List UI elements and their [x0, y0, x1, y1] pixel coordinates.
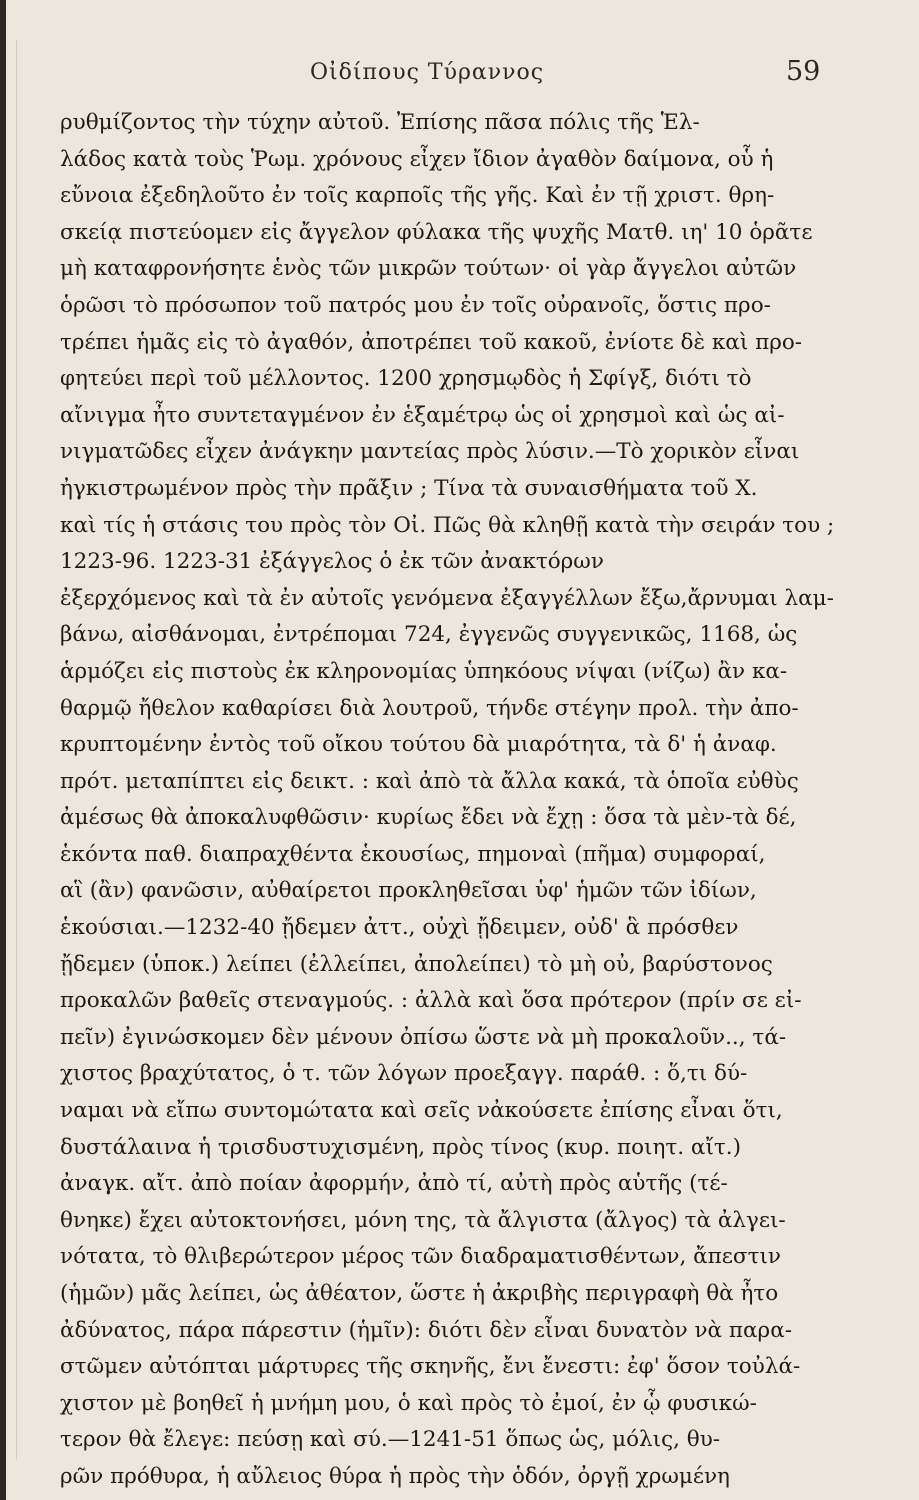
text-line: δυστάλαινα ἡ τρισδυστυχισμένη, πρὸς τίνος (κυρ. ποιητ. αἴτ.) — [60, 1134, 741, 1160]
text-line: λάδος κατὰ τοὺς Ῥωμ. χρόνους εἶχεν ἴδιον ἀγαθὸν δαίμονα, οὗ ἡ — [60, 146, 774, 172]
text-line: ρῶν πρόθυρα, ἡ αὔλειος θύρα ἡ πρὸς τὴν ὁδόν, ὀργῇ χρωμένη — [60, 1463, 730, 1489]
page-edge-shadow — [0, 0, 6, 1500]
text-line: αἳ (ἂν) φανῶσιν, αὐθαίρετοι προκληθεῖσαι ὑφ' ἡμῶν τῶν ἰδίων, — [60, 878, 757, 904]
page-number: 59 — [786, 56, 821, 87]
text-line: νότατα, τὸ θλιβερώτερον μέρος τῶν διαδραματισθέντων, ἄπεστιν — [60, 1244, 782, 1270]
text-line: μὴ καταφρονήσητε ἑνὸς τῶν μικρῶν τούτων· οἱ γὰρ ἄγγελοι αὐτῶν — [60, 256, 797, 282]
text-line: πρότ. μεταπίπτει εἰς δεικτ. : καὶ ἀπὸ τὰ ἄλλα κακά, τὰ ὁποῖα εὐθὺς — [60, 768, 799, 794]
text-line: βάνω, αἰσθάνομαι, ἐντρέπομαι 724, ἐγγενῶς συγγενικῶς, 1168, ὡς — [60, 622, 798, 648]
text-line: καὶ τίς ἡ στάσις του πρὸς τὸν Οἰ. Πῶς θὰ κληθῇ κατὰ τὴν σειράν του ; — [60, 512, 835, 538]
text-line: ρυθμίζοντος τὴν τύχην αὐτοῦ. Ἐπίσης πᾶσα πόλις τῆς Ἑλ- — [60, 110, 700, 135]
text-line: ναμαι νὰ εἴπω συντομώτατα καὶ σεῖς νἀκούσετε ἐπίσης εἶναι ὅτι, — [60, 1098, 783, 1124]
text-line: ἀμέσως θὰ ἀποκαλυφθῶσιν· κυρίως ἔδει νὰ ἔχῃ : ὅσα τὰ μὲν-τὰ δέ, — [60, 805, 797, 831]
running-title: Οἰδίπους Τύραννος — [310, 60, 545, 85]
text-line: θνηκε) ἔχει αὐτοκτονήσει, μόνη της, τὰ ἄλγιστα (ἄλγος) τὰ ἀλγει- — [60, 1207, 786, 1233]
text-line: χιστον μὲ βοηθεῖ ἡ μνήμη μου, ὁ καὶ πρὸς τὸ ἐμοί, ἐν ᾧ φυσικώ- — [60, 1390, 757, 1416]
text-line: ἀδύνατος, πάρα πάρεστιν (ἡμῖν): διότι δὲν εἶναι δυνατὸν νὰ παρα- — [60, 1317, 792, 1343]
text-line: φητεύει περὶ τοῦ μέλλοντος. 1200 χρησμῳδὸς ἡ Σφίγξ, διότι τὸ — [60, 366, 752, 392]
text-line: πεῖν) ἐγινώσκομεν δὲν μένουν ὀπίσω ὥστε νὰ μὴ προκαλοῦν.., τά- — [60, 1024, 787, 1050]
margin-rule — [16, 40, 17, 1460]
text-line: ἑκούσιαι.—1232-40 ᾔδεμεν ἀττ., οὐχὶ ᾔδειμεν, οὐδ' ἃ πρόσθεν — [60, 915, 739, 941]
text-line: τερον θὰ ἔλεγε: πεύσῃ καὶ σύ.—1241-51 ὅπως ὡς, μόλις, θυ- — [60, 1427, 721, 1453]
text-line: (ἡμῶν) μᾶς λείπει, ὡς ἀθέατον, ὥστε ἡ ἀκριβὴς περιγραφὴ θὰ ἦτο — [60, 1281, 779, 1306]
text-line: κρυπτομένην ἐντὸς τοῦ οἴκου τούτου δὰ μιαρότητα, τὰ δ' ἡ ἀναφ. — [60, 732, 777, 758]
text-line: θαρμῷ ἤθελον καθαρίσει διὰ λουτροῦ, τήνδε στέγην προλ. τὴν ἀπο- — [60, 695, 799, 721]
text-line: ἁρμόζει εἰς πιστοὺς ἐκ κληρονομίας ὑπηκόους νίψαι (νίζω) ἂν κα- — [60, 658, 788, 684]
text-line: χιστος βραχύτατος, ὁ τ. τῶν λόγων προεξαγγ. παράθ. : ὅ,τι δύ- — [60, 1061, 748, 1087]
text-line: ἐξερχόμενος καὶ τὰ ἐν αὐτοῖς γενόμενα ἐξαγγέλλων ἔξω,ἄρνυμαι λαμ- — [60, 585, 834, 611]
text-line: ᾔδεμεν (ὑποκ.) λείπει (ἐλλείπει, ἀπολείπει) τὸ μὴ οὐ, βαρύστονος — [60, 951, 773, 977]
commentary-text — [60, 105, 835, 1496]
text-line: αἴνιγμα ἦτο συντεταγμένον ἐν ἑξαμέτρῳ ὡς οἱ χρησμοὶ καὶ ὡς αἰ- — [60, 402, 785, 428]
text-line: σκείᾳ πιστεύομεν εἰς ἄγγελον φύλακα τῆς ψυχῆς Ματθ. ιη' 10 ὁρᾶτε — [60, 219, 813, 245]
text-line: στῶμεν αὐτόπται μάρτυρες τῆς σκηνῆς, ἔνι ἔνεστι: ἐφ' ὅσον τοὐλά- — [60, 1354, 801, 1380]
text-line: τρέπει ἡμᾶς εἰς τὸ ἀγαθόν, ἀποτρέπει τοῦ κακοῦ, ἐνίοτε δὲ καὶ προ- — [60, 329, 803, 355]
section-heading-line: 1223-96. 1223-31 ἐξάγγελος ὁ ἐκ τῶν ἀνακτόρων — [60, 549, 604, 575]
text-line: νιγματῶδες εἶχεν ἀνάγκην μαντείας πρὸς λύσιν.—Τὸ χορικὸν εἶναι — [60, 439, 800, 465]
text-line: ἑκόντα παθ. διαπραχθέντα ἑκουσίως, πημοναὶ (πῆμα) συμφοραί, — [60, 841, 766, 867]
text-line: εὔνοια ἐξεδηλοῦτο ἐν τοῖς καρποῖς τῆς γῆς. Καὶ ἐν τῇ χριστ. θρη- — [60, 183, 775, 209]
text-line: ὁρῶσι τὸ πρόσωπον τοῦ πατρός μου ἐν τοῖς οὐρανοῖς, ὅστις προ- — [60, 292, 771, 318]
text-line: προκαλῶν βαθεῖς στεναγμούς. : ἀλλὰ καὶ ὅσα πρότερον (πρίν σε εἰ- — [60, 988, 802, 1014]
text-line: ἀναγκ. αἴτ. ἀπὸ ποίαν ἀφορμήν, ἀπὸ τί, αὐτὴ πρὸς αὑτῆς (τέ- — [60, 1171, 728, 1197]
text-line: ἠγκιστρωμένον πρὸς τὴν πρᾶξιν ; Τίνα τὰ συναισθήματα τοῦ Χ. — [60, 475, 758, 501]
